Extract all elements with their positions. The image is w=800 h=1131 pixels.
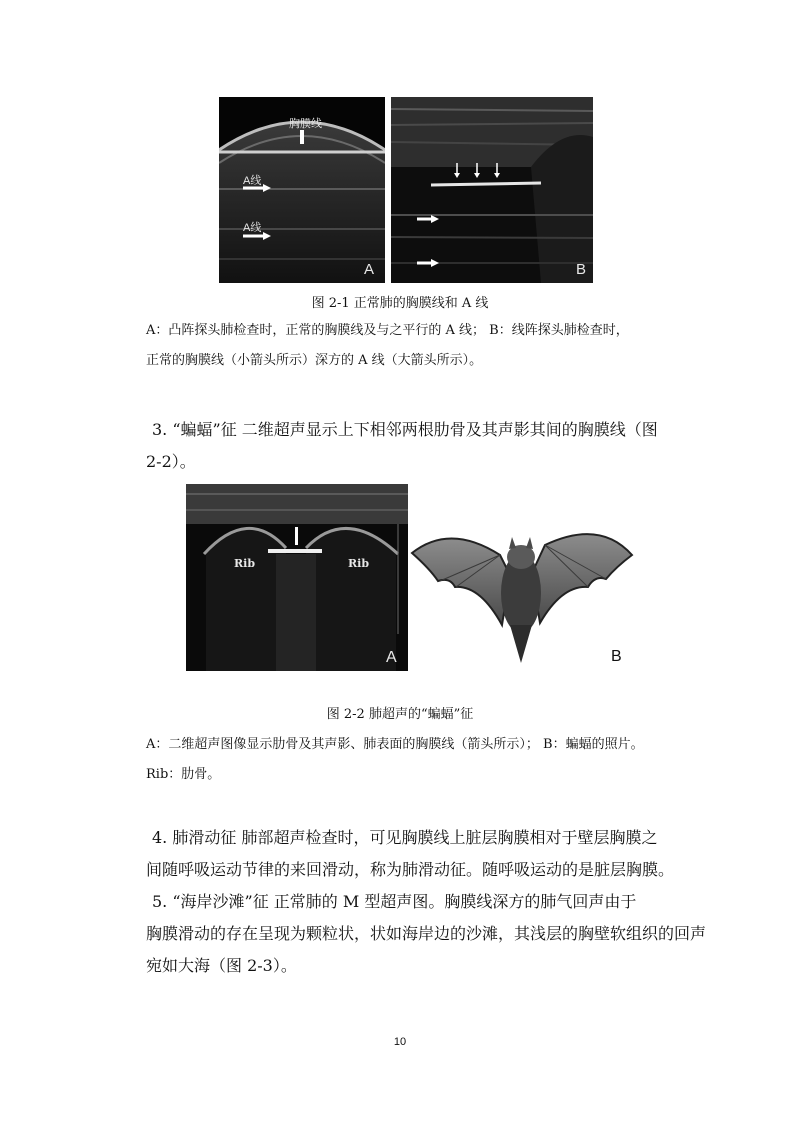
- bat-photo: [410, 515, 634, 665]
- figure-2-1-note-line1: A：凸阵探头肺检查时，正常的胸膜线及与之平行的 A 线； B：线阵探头肺检查时，: [146, 323, 629, 338]
- section-4-line1: 4. 肺滑动征 肺部超声检查时，可见胸膜线上脏层胸膜相对于壁层胸膜之: [152, 828, 658, 847]
- section-3-line2: 2-2）。: [146, 452, 196, 471]
- section-3-line1: 3. “蝙蝠”征 二维超声显示上下相邻两根肋骨及其声影其间的胸膜线（图: [152, 420, 658, 439]
- section-4-line2: 间随呼吸运动节律的来回滑动，称为肺滑动征。随呼吸运动的是脏层胸膜。: [146, 860, 675, 879]
- section-5-line1: 5. “海岸沙滩”征 正常肺的 M 型超声图。胸膜线深方的肺气回声由于: [152, 892, 637, 911]
- page-number: 10: [393, 1036, 407, 1048]
- panel-letter-a-2: A: [386, 649, 397, 666]
- figure-2-2-note-line1: A：二维超声图像显示肋骨及其声影、肺表面的胸膜线（箭头所示）； B：蝙蝠的照片。: [146, 737, 644, 752]
- pleural-line-label: 胸膜线: [289, 118, 322, 130]
- a-line-label-2: A线: [243, 222, 262, 234]
- a-line-label-1: A线: [243, 175, 262, 187]
- figure-2-2-caption: 图 2-2 肺超声的“蝙蝠”征: [326, 707, 474, 722]
- bat-illustration: [410, 515, 634, 665]
- figure-2-1: [219, 97, 593, 283]
- rib-label-left: Rib: [234, 557, 256, 570]
- ultrasound-image-b: [391, 97, 593, 283]
- section-5-line2: 胸膜滑动的存在呈现为颗粒状，状如海岸边的沙滩，其浅层的胸壁软组织的回声: [146, 924, 707, 943]
- panel-letter-b: B: [576, 261, 587, 278]
- ultrasound-image-b-graphic: [391, 97, 593, 283]
- panel-letter-a: A: [364, 261, 375, 278]
- bat-sign-ultrasound-image: [186, 484, 408, 671]
- figure-2-2-note-line2: Rib：肋骨。: [146, 767, 221, 782]
- rib-label-right: Rib: [348, 557, 370, 570]
- section-5-line3: 宛如大海（图 2-3）。: [146, 956, 297, 975]
- figure-2-1-caption: 图 2-1 正常肺的胸膜线和 A 线: [311, 296, 489, 311]
- panel-letter-b-2: B: [611, 648, 622, 665]
- bat-sign-ultrasound-graphic: [186, 484, 408, 671]
- ultrasound-image-a: [219, 97, 385, 283]
- figure-2-1-note-line2: 正常的胸膜线（小箭头所示）深方的 A 线（大箭头所示）。: [146, 353, 483, 368]
